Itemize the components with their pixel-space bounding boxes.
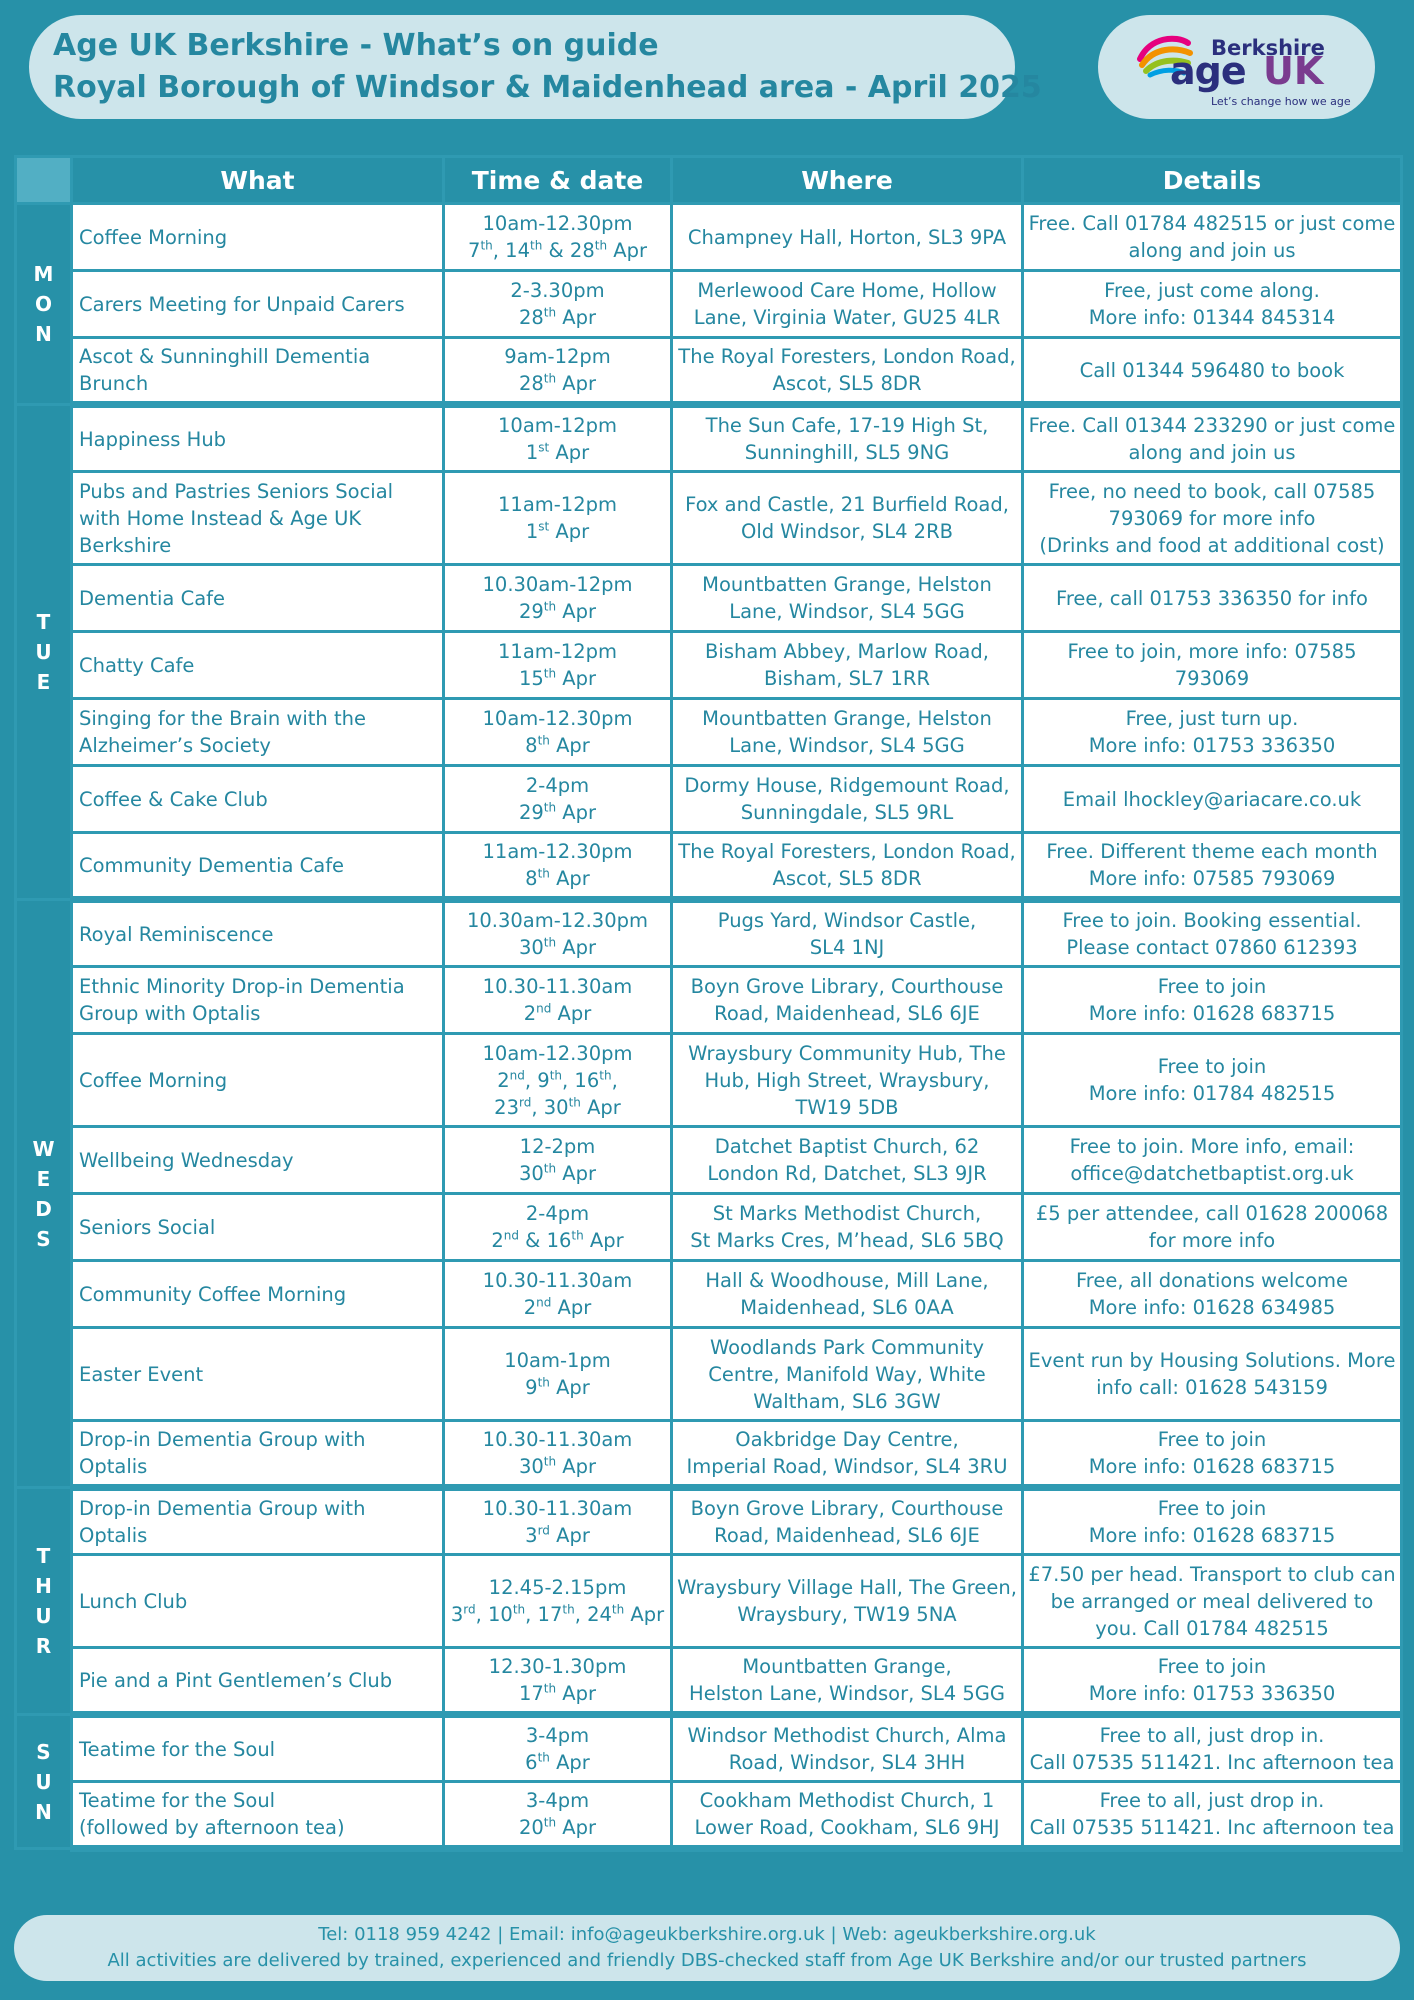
event-time-date: 12.30-1.30pm 17th Apr xyxy=(444,1648,672,1715)
title-banner xyxy=(29,15,1042,119)
event-location: St Marks Methodist Church, St Marks Cres, M’head, SL6 5BQ xyxy=(672,1194,1023,1261)
event-name: Seniors Social xyxy=(72,1194,444,1261)
event-time-date: 9am-12pm 28th Apr xyxy=(444,338,672,405)
event-details: £7.50 per head. Transport to club can be arranged or meal delivered to you. Call 01784 482515 xyxy=(1023,1555,1402,1648)
event-name: Coffee & Cake Club xyxy=(72,766,444,833)
event-details: Free, just turn up. More info: 01753 336350 xyxy=(1023,699,1402,766)
event-location: Mountbatten Grange, Helston Lane, Windsor, SL4 5GG xyxy=(672,699,1023,766)
footer-note: All activities are delivered by trained, experienced and friendly DBS-checked staff from Age UK Berkshire and/or our trusted partners xyxy=(107,1950,1307,1971)
event-name: Drop-in Dementia Group with Optalis xyxy=(72,1488,444,1555)
event-details: Free to join More info: 01628 683715 xyxy=(1023,1488,1402,1555)
table-row xyxy=(16,1488,1402,1555)
event-time-date: 12.45-2.15pm 3rd, 10th, 17th, 24th Apr xyxy=(444,1555,672,1648)
event-time-date: 11am-12pm 1st Apr xyxy=(444,472,672,565)
event-details: Free. Call 01344 233290 or just come along and join us xyxy=(1023,405,1402,472)
logo-brand-uk: UK xyxy=(1263,49,1324,93)
event-name: Chatty Cafe xyxy=(72,632,444,699)
table-row xyxy=(16,1194,1402,1261)
event-time-date: 11am-12.30pm 8th Apr xyxy=(444,833,672,900)
event-time-date: 10am-12.30pm 2nd, 9th, 16th, 23rd, 30th Apr xyxy=(444,1034,672,1127)
event-location: Dormy House, Ridgemount Road, Sunningdale, SL5 9RL xyxy=(672,766,1023,833)
event-details: Email lhockley@ariacare.co.uk xyxy=(1023,766,1402,833)
event-location: Boyn Grove Library, Courthouse Road, Maidenhead, SL6 6JE xyxy=(672,1488,1023,1555)
table-row xyxy=(16,405,1402,472)
event-details: Free, just come along. More info: 01344 845314 xyxy=(1023,271,1402,338)
table-row xyxy=(16,1782,1402,1849)
event-name: Royal Reminiscence xyxy=(72,900,444,967)
logo-brand-age: age xyxy=(1170,49,1246,93)
event-name: Easter Event xyxy=(72,1328,444,1421)
event-location: The Royal Foresters, London Road, Ascot, SL5 8DR xyxy=(672,833,1023,900)
day-label-sun: S U N xyxy=(16,1715,72,1849)
event-name: Carers Meeting for Unpaid Carers xyxy=(72,271,444,338)
event-time-date: 2-3.30pm 28th Apr xyxy=(444,271,672,338)
event-time-date: 10.30-11.30am 30th Apr xyxy=(444,1421,672,1488)
event-details: Free to join More info: 01753 336350 xyxy=(1023,1648,1402,1715)
event-details: Free to join, more info: 07585 793069 xyxy=(1023,632,1402,699)
day-label-tue: T U E xyxy=(16,405,72,900)
event-location: Mountbatten Grange, Helston Lane, Windsor, SL4 5GG xyxy=(672,1648,1023,1715)
column-header-where: Where xyxy=(672,157,1023,204)
event-name: Teatime for the Soul xyxy=(72,1715,444,1782)
event-location: Wraysbury Village Hall, The Green, Wraysbury, TW19 5NA xyxy=(672,1555,1023,1648)
event-location: Datchet Baptist Church, 62 London Rd, Datchet, SL3 9JR xyxy=(672,1127,1023,1194)
table-row xyxy=(16,271,1402,338)
events-table xyxy=(14,155,1403,1852)
table-row xyxy=(16,204,1402,271)
event-time-date: 2-4pm 29th Apr xyxy=(444,766,672,833)
event-location: Merlewood Care Home, Hollow Lane, Virginia Water, GU25 4LR xyxy=(672,271,1023,338)
table-row xyxy=(16,472,1402,565)
table-header-row xyxy=(16,157,1402,204)
event-details: Free. Different theme each month More info: 07585 793069 xyxy=(1023,833,1402,900)
event-location: The Royal Foresters, London Road, Ascot, SL5 8DR xyxy=(672,338,1023,405)
event-details: Free to all, just drop in. Call 07535 511421. Inc afternoon tea xyxy=(1023,1715,1402,1782)
event-details: Free to all, just drop in. Call 07535 511421. Inc afternoon tea xyxy=(1023,1782,1402,1849)
event-name: Ethnic Minority Drop-in Dementia Group with Optalis xyxy=(72,967,444,1034)
event-location: Cookham Methodist Church, 1 Lower Road, Cookham, SL6 9HJ xyxy=(672,1782,1023,1849)
event-name: Pubs and Pastries Seniors Social with Home Instead & Age UK Berkshire xyxy=(72,472,444,565)
footer-contact: Tel: 0118 959 4242 | Email: info@ageukberkshire.org.uk | Web: ageukberkshire.org.uk xyxy=(318,1924,1096,1945)
event-name: Community Dementia Cafe xyxy=(72,833,444,900)
logo xyxy=(1098,15,1375,119)
event-time-date: 10am-12.30pm 8th Apr xyxy=(444,699,672,766)
table-row xyxy=(16,1261,1402,1328)
event-time-date: 10.30-11.30am 2nd Apr xyxy=(444,967,672,1034)
event-location: Champney Hall, Horton, SL3 9PA xyxy=(672,204,1023,271)
table-row xyxy=(16,967,1402,1034)
event-details: Free to join More info: 01628 683715 xyxy=(1023,1421,1402,1488)
event-time-date: 10.30-11.30am 2nd Apr xyxy=(444,1261,672,1328)
event-location: Mountbatten Grange, Helston Lane, Windsor, SL4 5GG xyxy=(672,565,1023,632)
event-location: Hall & Woodhouse, Mill Lane, Maidenhead, SL6 0AA xyxy=(672,1261,1023,1328)
event-location: Fox and Castle, 21 Burfield Road, Old Windsor, SL4 2RB xyxy=(672,472,1023,565)
event-name: Coffee Morning xyxy=(72,1034,444,1127)
column-header-what: What xyxy=(72,157,444,204)
event-name: Wellbeing Wednesday xyxy=(72,1127,444,1194)
event-details: Call 01344 596480 to book xyxy=(1023,338,1402,405)
column-header-time-date: Time & date xyxy=(444,157,672,204)
footer xyxy=(14,1915,1400,1981)
table-row xyxy=(16,1127,1402,1194)
event-name: Lunch Club xyxy=(72,1555,444,1648)
event-details: Free to join. More info, email: office@datchetbaptist.org.uk xyxy=(1023,1127,1402,1194)
table-row xyxy=(16,1715,1402,1782)
event-location: The Sun Cafe, 17-19 High St, Sunninghill, SL5 9NG xyxy=(672,405,1023,472)
event-name: Happiness Hub xyxy=(72,405,444,472)
table-row xyxy=(16,900,1402,967)
event-name: Coffee Morning xyxy=(72,204,444,271)
event-details: Free to join More info: 01784 482515 xyxy=(1023,1034,1402,1127)
day-label-thur: T H U R xyxy=(16,1488,72,1715)
table-row xyxy=(16,699,1402,766)
table-row xyxy=(16,1555,1402,1648)
event-time-date: 10am-12pm 1st Apr xyxy=(444,405,672,472)
event-details: Event run by Housing Solutions. More info call: 01628 543159 xyxy=(1023,1328,1402,1421)
event-location: Woodlands Park Community Centre, Manifold Way, White Waltham, SL6 3GW xyxy=(672,1328,1023,1421)
logo-region: Berkshire xyxy=(1211,36,1325,60)
table-row xyxy=(16,565,1402,632)
event-time-date: 10.30am-12.30pm 30th Apr xyxy=(444,900,672,967)
table-row xyxy=(16,1648,1402,1715)
table-row xyxy=(16,1034,1402,1127)
event-time-date: 3-4pm 6th Apr xyxy=(444,1715,672,1782)
event-details: Free to join. Booking essential. Please contact 07860 612393 xyxy=(1023,900,1402,967)
event-name: Drop-in Dementia Group with Optalis xyxy=(72,1421,444,1488)
event-time-date: 10.30-11.30am 3rd Apr xyxy=(444,1488,672,1555)
event-time-date: 10.30am-12pm 29th Apr xyxy=(444,565,672,632)
page-subtitle: Royal Borough of Windsor & Maidenhead area - April 2025 xyxy=(53,70,1042,105)
event-time-date: 10am-1pm 9th Apr xyxy=(444,1328,672,1421)
day-label-mon: M O N xyxy=(16,204,72,405)
event-details: Free, no need to book, call 07585 793069 for more info (Drinks and food at additional cost) xyxy=(1023,472,1402,565)
table-row xyxy=(16,1421,1402,1488)
table-row xyxy=(16,1328,1402,1421)
event-details: Free. Call 01784 482515 or just come along and join us xyxy=(1023,204,1402,271)
event-details: Free to join More info: 01628 683715 xyxy=(1023,967,1402,1034)
day-label-weds: W E D S xyxy=(16,900,72,1488)
logo-tagline: Let’s change how we age xyxy=(1211,95,1351,108)
event-name: Singing for the Brain with the Alzheimer’s Society xyxy=(72,699,444,766)
event-location: Boyn Grove Library, Courthouse Road, Maidenhead, SL6 6JE xyxy=(672,967,1023,1034)
event-time-date: 10am-12.30pm 7th, 14th & 28th Apr xyxy=(444,204,672,271)
table-row xyxy=(16,766,1402,833)
event-name: Ascot & Sunninghill Dementia Brunch xyxy=(72,338,444,405)
table-row xyxy=(16,833,1402,900)
event-time-date: 2-4pm 2nd & 16th Apr xyxy=(444,1194,672,1261)
event-time-date: 11am-12pm 15th Apr xyxy=(444,632,672,699)
event-location: Oakbridge Day Centre, Imperial Road, Windsor, SL4 3RU xyxy=(672,1421,1023,1488)
event-location: Wraysbury Community Hub, The Hub, High Street, Wraysbury, TW19 5DB xyxy=(672,1034,1023,1127)
event-location: Bisham Abbey, Marlow Road, Bisham, SL7 1RR xyxy=(672,632,1023,699)
event-details: Free, all donations welcome More info: 01628 634985 xyxy=(1023,1261,1402,1328)
event-location: Windsor Methodist Church, Alma Road, Windsor, SL4 3HH xyxy=(672,1715,1023,1782)
events-table-body xyxy=(16,204,1402,1849)
event-name: Pie and a Pint Gentlemen’s Club xyxy=(72,1648,444,1715)
event-name: Community Coffee Morning xyxy=(72,1261,444,1328)
table-row xyxy=(16,338,1402,405)
event-location: Pugs Yard, Windsor Castle, SL4 1NJ xyxy=(672,900,1023,967)
event-name: Dementia Cafe xyxy=(72,565,444,632)
event-time-date: 12-2pm 30th Apr xyxy=(444,1127,672,1194)
table-row xyxy=(16,632,1402,699)
event-name: Teatime for the Soul (followed by afternoon tea) xyxy=(72,1782,444,1849)
event-time-date: 3-4pm 20th Apr xyxy=(444,1782,672,1849)
event-details: £5 per attendee, call 01628 200068 for more info xyxy=(1023,1194,1402,1261)
header-corner xyxy=(16,157,72,204)
column-header-details: Details xyxy=(1023,157,1402,204)
event-details: Free, call 01753 336350 for info xyxy=(1023,565,1402,632)
page-title: Age UK Berkshire - What’s on guide xyxy=(53,28,659,63)
